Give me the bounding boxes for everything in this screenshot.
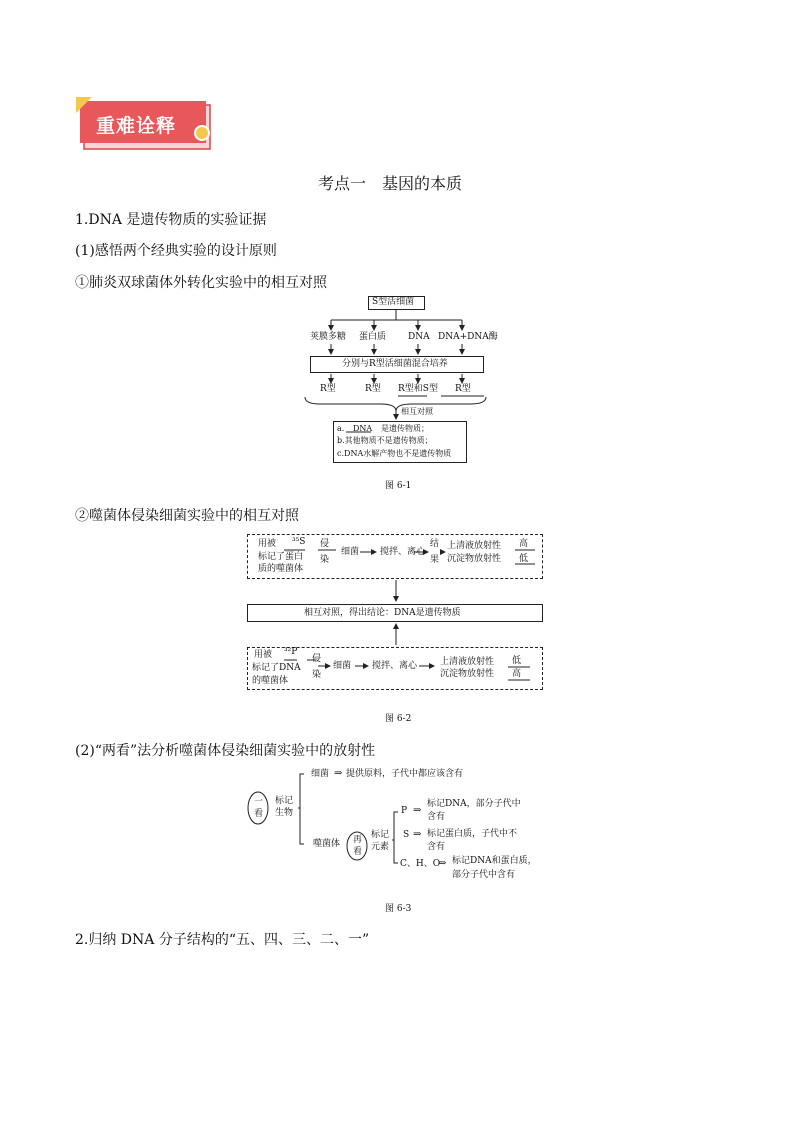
- s35-sediment-value: 低: [519, 554, 529, 564]
- result-2: R型: [365, 384, 381, 394]
- section-1-title: 1.DNA 是遗传物质的实验证据: [75, 212, 267, 228]
- section-1a1-title: ①肺炎双球菌体外转化实验中的相互对照: [75, 275, 327, 291]
- s35-label-c: 质的噬菌体: [258, 564, 304, 574]
- p32-sediment-value: 高: [512, 669, 522, 679]
- s35-isotope: ³⁵S: [292, 537, 306, 547]
- p32-isotope: ³²P: [284, 647, 298, 657]
- s35-infect-2: 染: [320, 555, 330, 565]
- conclusion-text-2: 相互对照，得出结论：DNA是遗传物质: [304, 608, 461, 618]
- bacteria-label: 细菌: [311, 769, 330, 779]
- s35-label-b: 标记了蛋白: [258, 552, 304, 562]
- badge-label: 重难诠释: [96, 115, 177, 137]
- phage-label: 噬菌体: [313, 839, 341, 849]
- look-2-top: 再: [353, 835, 363, 845]
- bacteria-note: 提供原料，子代中都应该含有: [346, 769, 464, 779]
- look-2-bottom: 看: [353, 847, 363, 857]
- p32-label-c: 的噬菌体: [252, 676, 289, 686]
- p32-label-b: 标记了DNA: [252, 663, 301, 673]
- branch-dna: DNA: [408, 332, 430, 342]
- branch-protein: 蛋白质: [359, 332, 387, 342]
- section-1b-title: (2)“两看”法分析噬菌体侵染细菌实验中的放射性: [75, 743, 376, 759]
- s-type-bacteria: S型活细菌: [372, 297, 415, 307]
- element-s: S: [403, 830, 410, 840]
- s35-process: 搅拌、离心: [380, 547, 426, 557]
- compare-label: 相互对照: [401, 407, 433, 416]
- bacteria-arrow: ⇒: [334, 768, 343, 779]
- element-s-note-1: 标记蛋白质，子代中不: [427, 829, 518, 839]
- s35-infect-1: 侵: [320, 539, 330, 549]
- element-cho: C、H、O: [400, 859, 441, 869]
- element-s-arrow: ⇒: [413, 829, 422, 840]
- p32-supernatant-value: 低: [512, 656, 522, 666]
- element-p: P: [401, 806, 408, 816]
- figure-6-1-caption: 图 6-1: [385, 481, 412, 491]
- section-1a2-title: ②噬菌体侵染细菌实验中的相互对照: [75, 508, 299, 524]
- element-p-note-1: 标记DNA，部分子代中: [427, 799, 521, 809]
- s35-supernatant-value: 高: [519, 539, 529, 549]
- s35-sediment: 沉淀物放射性: [447, 554, 502, 564]
- s35-result-2: 果: [430, 555, 440, 565]
- result-3: R型和S型: [398, 384, 438, 394]
- s35-supernatant: 上清液放射性: [447, 541, 502, 551]
- look-1-top: 一: [254, 797, 264, 807]
- s35-bacteria: 细菌: [341, 547, 360, 557]
- p32-supernatant: 上清液放射性: [440, 657, 495, 667]
- result-4: R型: [455, 384, 471, 394]
- label-element-bottom: 元素: [371, 842, 390, 852]
- element-cho-note-1: 标记DNA和蛋白质，: [452, 856, 537, 866]
- section-1a-title: (1)感悟两个经典实验的设计原则: [75, 243, 277, 259]
- conclusion-b: b.其他物质不是遗传物质；: [337, 436, 433, 445]
- label-organism-bottom: 生物: [275, 808, 294, 818]
- conclusion-c: c.DNA水解产物也不是遗传物质: [337, 449, 452, 458]
- conclusion-a-prefix: a.: [337, 424, 345, 433]
- p32-infect-2: 染: [312, 670, 322, 680]
- page-title: 考点一 基因的本质: [318, 174, 463, 193]
- element-s-note-2: 含有: [427, 842, 446, 852]
- element-cho-note-2: 部分子代中含有: [452, 870, 516, 880]
- s35-label-a: 用被: [258, 539, 277, 549]
- branch-polysaccharide: 荚膜多糖: [310, 332, 347, 342]
- p32-process: 搅拌、离心: [372, 661, 418, 671]
- p32-bacteria: 细菌: [333, 661, 352, 671]
- conclusion-a-text: 是遗传物质；: [381, 424, 429, 433]
- section-2-title: 2.归纳 DNA 分子结构的“五、四、三、二、一”: [75, 932, 370, 948]
- element-p-arrow: ⇒: [413, 805, 422, 816]
- label-element-top: 标记: [371, 830, 390, 840]
- figure-6-3-caption: 图 6-3: [385, 904, 412, 914]
- p32-label-a: 用被: [254, 650, 273, 660]
- p32-infect-1: 侵: [312, 654, 322, 664]
- p32-sediment: 沉淀物放射性: [440, 669, 495, 679]
- mix-culture: 分别与R型活细菌混合培养: [342, 359, 448, 369]
- look-1-bottom: 看: [254, 809, 264, 819]
- branch-dna-dnase: DNA+DNA酶: [438, 332, 498, 342]
- s35-result-1: 结: [430, 539, 440, 549]
- result-1: R型: [320, 384, 336, 394]
- figure-6-2-caption: 图 6-2: [385, 714, 412, 724]
- element-p-note-2: 含有: [427, 812, 446, 822]
- conclusion-a-answer: DNA: [353, 424, 373, 433]
- label-organism-top: 标记: [275, 796, 294, 806]
- element-cho-arrow: ⇒: [438, 858, 447, 869]
